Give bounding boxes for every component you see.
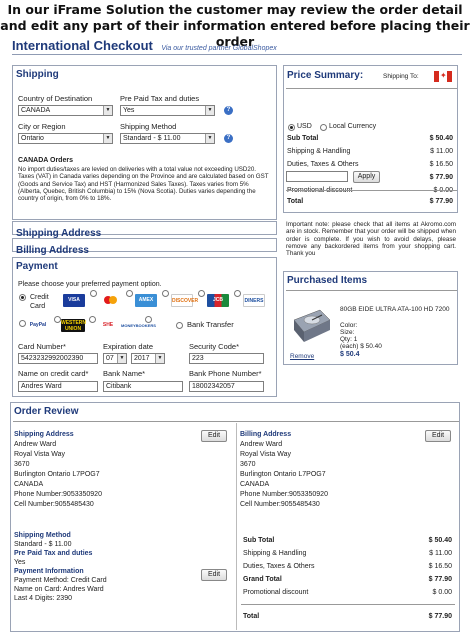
help-icon[interactable]: ? <box>224 106 233 115</box>
price-summary-title: Price Summary: <box>287 70 364 81</box>
address-line: Phone Number:9053350920 <box>14 491 102 498</box>
purchased-items-title: Purchased Items <box>287 275 368 286</box>
address-line: 3670 <box>14 461 30 468</box>
review-row-label: Promotional discount <box>243 589 309 596</box>
page-title: International Checkout <box>12 38 153 53</box>
review-shipping-address <box>14 430 224 510</box>
price-row-label: Duties, Taxes & Others <box>287 161 359 168</box>
review-shipping-method <box>14 531 224 603</box>
canada-orders-title: CANADA Orders <box>18 157 73 164</box>
review-shipping-address-lines <box>14 440 224 510</box>
review-total-value: $ 77.90 <box>428 613 452 620</box>
review-row-value: $ 16.50 <box>428 563 452 570</box>
method-select[interactable] <box>120 133 215 144</box>
order-review-section <box>10 402 460 632</box>
address-line: Cell Number:9055485430 <box>14 501 94 508</box>
moneybookers-radio[interactable] <box>145 316 152 323</box>
address-line: Royal Vista Way <box>14 451 65 458</box>
canada-flag-icon: ✦ <box>434 71 452 82</box>
expiration-label: Expiration date <box>103 342 154 351</box>
discover-icon: DISCOVER <box>171 294 193 307</box>
review-billing-address-heading: Billing Address <box>240 431 292 438</box>
billing-address-bar[interactable] <box>12 238 277 256</box>
price-row-label: Shipping & Handling <box>287 148 351 155</box>
exp-month-value: 07 <box>106 355 114 362</box>
address-line: CANADA <box>14 481 44 488</box>
review-row-label: Shipping & Handling <box>243 550 307 557</box>
diners-icon: DINERS <box>243 294 265 307</box>
she-icon: SHE <box>97 319 119 332</box>
review-total-label: Total <box>243 613 260 620</box>
payment-line: Payment Method: Credit Card <box>14 577 107 584</box>
chevron-down-icon: ▼ <box>205 134 214 143</box>
prepaid-heading: Pre Paid Tax and duties <box>14 550 93 557</box>
payment-title: Payment <box>16 261 58 272</box>
visa-icon: VISA <box>63 294 85 307</box>
address-line: Phone Number:9053350920 <box>240 491 328 498</box>
edit-shipping-address-button[interactable]: Edit <box>201 430 227 442</box>
billing-address-title: Billing Address <box>16 245 89 256</box>
card-number-value: 5423232992002390 <box>21 355 84 362</box>
prepaid-select[interactable] <box>120 105 215 116</box>
discover-radio[interactable] <box>162 290 169 297</box>
security-code-input[interactable] <box>189 353 264 364</box>
price-row-value: $ 50.40 <box>429 135 453 142</box>
canada-orders-text: No import duties/taxes are levied on deliveries with a total value not exceeding USD20. Taxes (VAT) in Canada varies depending on the Province and are calculated based on GST (Goods and Service Tax) and HST (Harmonized Sales Taxes). Taxes varies from 5% (Alberta, Quebec, British Columbia) to 15% (Nova Scotia). Duties varies depending the country of origin, from 0% to 18%. <box>18 166 269 203</box>
review-row-label: Sub Total <box>243 537 275 544</box>
address-line: Andrew Ward <box>240 441 283 448</box>
jcb-icon: JCB <box>207 294 229 307</box>
item-price: $ 50.4 <box>340 351 360 358</box>
usd-radio[interactable] <box>288 124 295 131</box>
chevron-down-icon: ▼ <box>103 106 112 115</box>
name-on-card-label: Name on credit card* <box>18 369 89 378</box>
review-row-value: $ 11.00 <box>429 550 452 557</box>
apply-button[interactable]: Apply <box>353 171 380 183</box>
bank-name-input[interactable] <box>103 381 183 392</box>
address-line: Andrew Ward <box>14 441 57 448</box>
shipping-address-title: Shipping Address <box>16 228 102 239</box>
local-currency-label: Local Currency <box>329 123 377 130</box>
total-value: $ 77.90 <box>429 198 453 205</box>
bank-transfer-label: Bank Transfer <box>187 320 234 329</box>
chevron-down-icon: ▼ <box>117 354 126 363</box>
review-row-value: $ 50.40 <box>428 537 452 544</box>
payment-section <box>12 257 277 397</box>
prepaid-value: Yes <box>123 107 135 114</box>
ship-to-label: Shipping To: <box>383 73 419 80</box>
mastercard-radio[interactable] <box>90 290 97 297</box>
city-value: Ontario <box>21 135 44 142</box>
item-name: 80GB EIDE ULTRA ATA-100 HD 7200 <box>340 306 450 313</box>
shipping-title: Shipping <box>16 69 59 80</box>
city-label: City or Region <box>18 122 66 131</box>
name-on-card-input[interactable] <box>18 381 98 392</box>
partner-text: Via our trusted partner GlobalShopex <box>161 45 277 52</box>
review-row-value: $ 0.00 <box>432 589 452 596</box>
method-value: Standard - $ 11.00 <box>123 135 181 142</box>
item-color: Color: <box>340 322 358 329</box>
destination-value: CANADA <box>21 107 51 114</box>
destination-label: Country of Destination <box>18 94 93 103</box>
jcb-radio[interactable] <box>198 290 205 297</box>
review-billing-address-lines <box>240 440 450 510</box>
shipping-address-bar[interactable] <box>12 221 277 239</box>
review-row-value: $ 77.90 <box>428 576 452 583</box>
card-number-label: Card Number* <box>18 342 66 351</box>
shipping-method-value: Standard - $ 11.00 <box>14 541 72 548</box>
paypal-radio[interactable] <box>19 320 26 327</box>
price-summary-section <box>283 65 458 213</box>
security-code-value: 223 <box>192 355 204 362</box>
prepaid-label: Pre Paid Tax and duties <box>120 94 200 103</box>
checkout-header <box>12 37 462 55</box>
moneybookers-icon: MONEYBOOKERS <box>121 319 143 332</box>
security-code-label: Security Code* <box>189 342 240 351</box>
hard-drive-icon <box>290 306 332 346</box>
important-note: Important note: please check that all items at Akromo.com are in stock. Remember that your order will be shipped when order is complete. If you wish to avoid delays, please remove any backordered items from your shopping cart. Thank you <box>286 221 456 258</box>
bank-name-label: Bank Name* <box>103 369 146 378</box>
payment-prompt: Please choose your preferred payment option. <box>18 281 162 288</box>
item-size: Size: <box>340 329 355 336</box>
order-review-title: Order Review <box>14 406 79 417</box>
prepaid-value: Yes <box>14 559 26 566</box>
item-each: (each) $ 50.40 <box>340 343 382 350</box>
address-line: Burlington Ontario L7POG7 <box>240 471 326 478</box>
she-radio[interactable] <box>89 316 96 323</box>
review-shipping-address-heading: Shipping Address <box>14 431 74 438</box>
payment-line: Last 4 Digits: 2390 <box>14 595 72 602</box>
review-billing-address <box>240 430 450 510</box>
bank-phone-input[interactable] <box>189 381 264 392</box>
payment-line: Name on Card: Andres Ward <box>14 586 104 593</box>
bank-name-value: Citibank <box>106 383 132 390</box>
purchased-items-section <box>283 271 458 365</box>
promo-code-input[interactable] <box>286 171 348 182</box>
price-row-value: $ 77.90 <box>429 174 453 181</box>
review-row-label: Duties, Taxes & Others <box>243 563 315 570</box>
mastercard-icon <box>99 294 121 307</box>
payment-info-lines <box>14 576 224 603</box>
remove-link[interactable]: Remove <box>290 353 315 360</box>
edit-payment-button[interactable]: Edit <box>201 569 227 581</box>
method-label: Shipping Method <box>120 122 177 131</box>
exp-year-value: 2017 <box>134 355 150 362</box>
price-row-value: $ 11.00 <box>430 148 453 155</box>
chevron-down-icon: ▼ <box>103 134 112 143</box>
local-currency-radio[interactable] <box>320 124 327 131</box>
credit-card-label: Credit Card <box>30 294 49 310</box>
amex-radio[interactable] <box>126 290 133 297</box>
bank-phone-label: Bank Phone Number* <box>189 369 262 378</box>
chevron-down-icon: ▼ <box>205 106 214 115</box>
shipping-method-heading: Shipping Method <box>14 532 71 539</box>
payment-info-heading: Payment Information <box>14 568 84 575</box>
chevron-down-icon: ▼ <box>155 354 164 363</box>
address-line: Cell Number:9055485430 <box>240 501 320 508</box>
price-row-value: $ 16.50 <box>429 161 453 168</box>
bank-phone-value: 18002342057 <box>192 383 235 390</box>
name-on-card-value: Andres Ward <box>21 383 62 390</box>
diners-radio[interactable] <box>234 290 241 297</box>
western-union-icon: WESTERN UNION <box>61 320 86 332</box>
western-union-radio[interactable] <box>54 316 61 323</box>
price-row-label: Sub Total <box>287 135 319 142</box>
city-select[interactable] <box>18 133 113 144</box>
exp-month-select[interactable] <box>103 353 127 364</box>
help-icon[interactable]: ? <box>224 134 233 143</box>
address-line: Royal Vista Way <box>240 451 291 458</box>
usd-label: USD <box>297 123 312 130</box>
total-label: Total <box>287 198 304 205</box>
exp-year-select[interactable] <box>131 353 165 364</box>
edit-billing-address-button[interactable]: Edit <box>425 430 451 442</box>
caption: In our iFrame Solution the customer may review the order detail and edit any part of their information entered before placing their order <box>0 2 470 49</box>
amex-icon: AMEX <box>135 294 157 307</box>
card-number-input[interactable] <box>18 353 98 364</box>
paypal-icon: PayPal <box>27 319 49 332</box>
address-line: Burlington Ontario L7POG7 <box>14 471 100 478</box>
destination-select[interactable] <box>18 105 113 116</box>
shipping-section <box>12 65 277 220</box>
item-qty: Qty: 1 <box>340 336 358 343</box>
bank-transfer-radio[interactable] <box>176 322 183 329</box>
address-line: 3670 <box>240 461 256 468</box>
review-row-label: Grand Total <box>243 576 282 583</box>
address-line: CANADA <box>240 481 270 488</box>
credit-card-radio[interactable] <box>19 294 26 301</box>
